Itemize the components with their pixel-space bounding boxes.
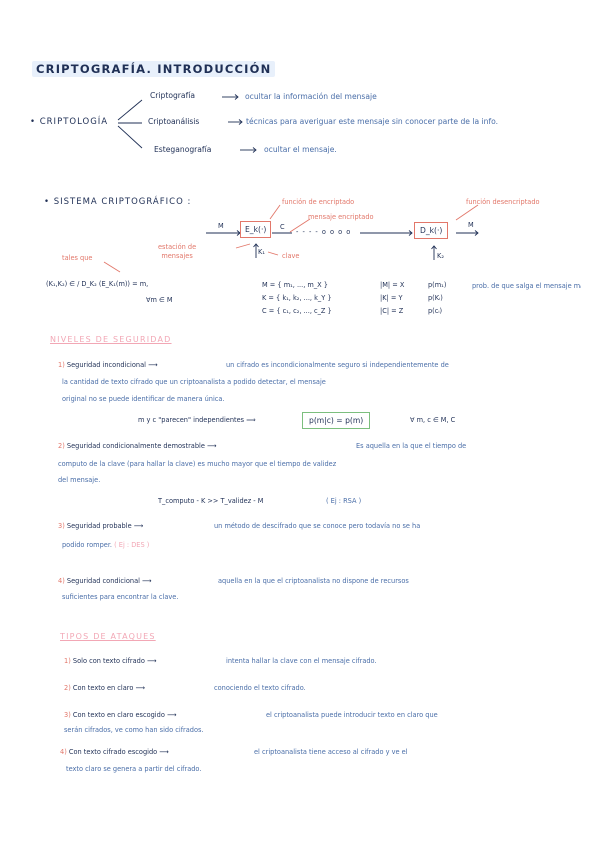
criptologia-label: • CRIPTOLOGÍA xyxy=(30,117,109,127)
nivel-1-line3: original no se puede identificar de manera única. xyxy=(62,395,225,403)
card-k: |K| = Y xyxy=(380,294,403,302)
nivel-4-term: 4) Seguridad condicional ⟶ xyxy=(58,577,152,585)
nivel-2-line1: Es aquella en la que el tiempo de xyxy=(356,442,467,450)
nivel-1-formula: p(m|c) = p(m) xyxy=(302,412,370,429)
card-m: |M| = X xyxy=(380,281,405,289)
branch-def-criptoanalisis: técnicas para averiguar este mensaje sin conocer parte de la info. xyxy=(246,117,499,126)
prob-note: prob. de que salga el mensaje mᵢ xyxy=(472,282,582,290)
nivel-2-term: 2) Seguridad condicionalmente demostrable ⟶ xyxy=(58,442,217,450)
nivel-1-condition: m y c "parecen" independientes ⟹ xyxy=(138,416,256,424)
label-m-out: M xyxy=(468,221,474,229)
nivel-1-line1: un cifrado es incondicionalmente seguro si independientemente de xyxy=(226,361,449,369)
ataque-4-line1: el criptoanalista tiene acceso al cifrado y ve el xyxy=(254,748,408,756)
encryption-box: E_k(·) xyxy=(240,221,271,238)
nivel-3-term: 3) Seguridad probable ⟶ xyxy=(58,522,144,530)
branch-term-criptografia: Criptografía xyxy=(150,91,196,100)
ataques-heading: TIPOS DE ATAQUES xyxy=(60,632,156,641)
label-c: C xyxy=(280,223,285,231)
set-m: M = { m₁, ..., m_X } xyxy=(262,281,328,289)
nivel-1-term: 1) Seguridad incondicional ⟶ xyxy=(58,361,158,369)
nivel-1-line2: la cantidad de texto cifrado que un criptoanalista a podido detectar, el mensaje xyxy=(62,378,326,386)
label-k1: K₁ xyxy=(258,248,265,256)
decryption-box: D_k(·) xyxy=(414,222,448,239)
label-m-in: M xyxy=(218,222,224,230)
nivel-4-line2: suficientes para encontrar la clave. xyxy=(62,593,179,601)
set-k: K = { k₁, k₂, ..., k_Y } xyxy=(262,294,332,302)
niveles-heading: NIVELES DE SEGURIDAD xyxy=(50,335,172,344)
branch-def-esteganografia: ocultar el mensaje. xyxy=(264,145,337,154)
nivel-2-formula: T_computo - K >> T_validez - M xyxy=(158,497,264,505)
ataque-1-line1: intenta hallar la clave con el mensaje cifrado. xyxy=(226,657,377,665)
formula-forall: ∀m ∈ M xyxy=(146,296,173,304)
label-k2: K₂ xyxy=(437,252,444,260)
ataque-1-term: 1) Solo con texto cifrado ⟶ xyxy=(64,657,157,665)
ataque-3-term: 3) Con texto en claro escogido ⟶ xyxy=(64,711,177,719)
nivel-2-line2: computo de la clave (para hallar la clave) es mucho mayor que el tiempo de validez xyxy=(58,460,337,468)
channel-dots: - - - - o o o o xyxy=(296,228,352,236)
ataque-4-term: 4) Con texto cifrado escogido ⟶ xyxy=(60,748,169,756)
nivel-2-example: ( Ej : RSA ) xyxy=(326,497,362,505)
ataque-3-line2: serán cifrados, ve como han sido cifrados. xyxy=(64,726,204,734)
set-c: C = { c₁, c₂, ..., c_Z } xyxy=(262,307,332,315)
sistema-title: • SISTEMA CRIPTOGRÁFICO : xyxy=(44,197,192,207)
branch-term-esteganografia: Esteganografía xyxy=(154,145,212,154)
card-c: |C| = Z xyxy=(380,307,404,315)
page-title: CRIPTOGRAFÍA. INTRODUCCIÓN xyxy=(32,61,275,77)
nivel-2-line3: del mensaje. xyxy=(58,476,101,484)
ataque-3-line1: el criptoanalista puede introducir texto en claro que xyxy=(266,711,438,719)
prob-m: p(m₁) xyxy=(428,281,447,289)
label-clave: clave xyxy=(282,252,300,260)
prob-c: p(cᵢ) xyxy=(428,307,443,315)
nivel-4-line1: aquella en la que el criptoanalista no dispone de recursos xyxy=(218,577,409,585)
ataque-2-term: 2) Con texto en claro ⟶ xyxy=(64,684,145,692)
ataque-2-line1: conociendo el texto cifrado. xyxy=(214,684,306,692)
nivel-3-line1: un método de descifrado que se conoce pero todavía no se ha xyxy=(214,522,421,530)
ataque-4-line2: texto claro se genera a partir del cifrado. xyxy=(66,765,202,773)
branch-term-criptoanalisis: Criptoanálisis xyxy=(148,117,200,126)
formula-decryption: (K₁,K₂) ∈ / D_K₂ (E_K₁(m)) = m, xyxy=(46,280,149,288)
label-mensaje-encriptado: mensaje encriptado xyxy=(308,213,374,221)
label-funcion-encriptado: función de encriptado xyxy=(282,198,355,206)
branch-def-criptografia: ocultar la información del mensaje xyxy=(245,92,377,101)
prob-k: p(Kᵢ) xyxy=(428,294,443,302)
label-tales-que: tales que xyxy=(62,254,93,262)
nivel-3-line2: podido romper. ( Ej : DES ) xyxy=(62,541,150,549)
label-estacion-mensajes: estación de mensajes xyxy=(158,243,197,260)
nivel-1-forall: ∀ m, c ∈ M, C xyxy=(410,416,456,424)
label-funcion-desencriptado: función desencriptado xyxy=(466,198,540,206)
